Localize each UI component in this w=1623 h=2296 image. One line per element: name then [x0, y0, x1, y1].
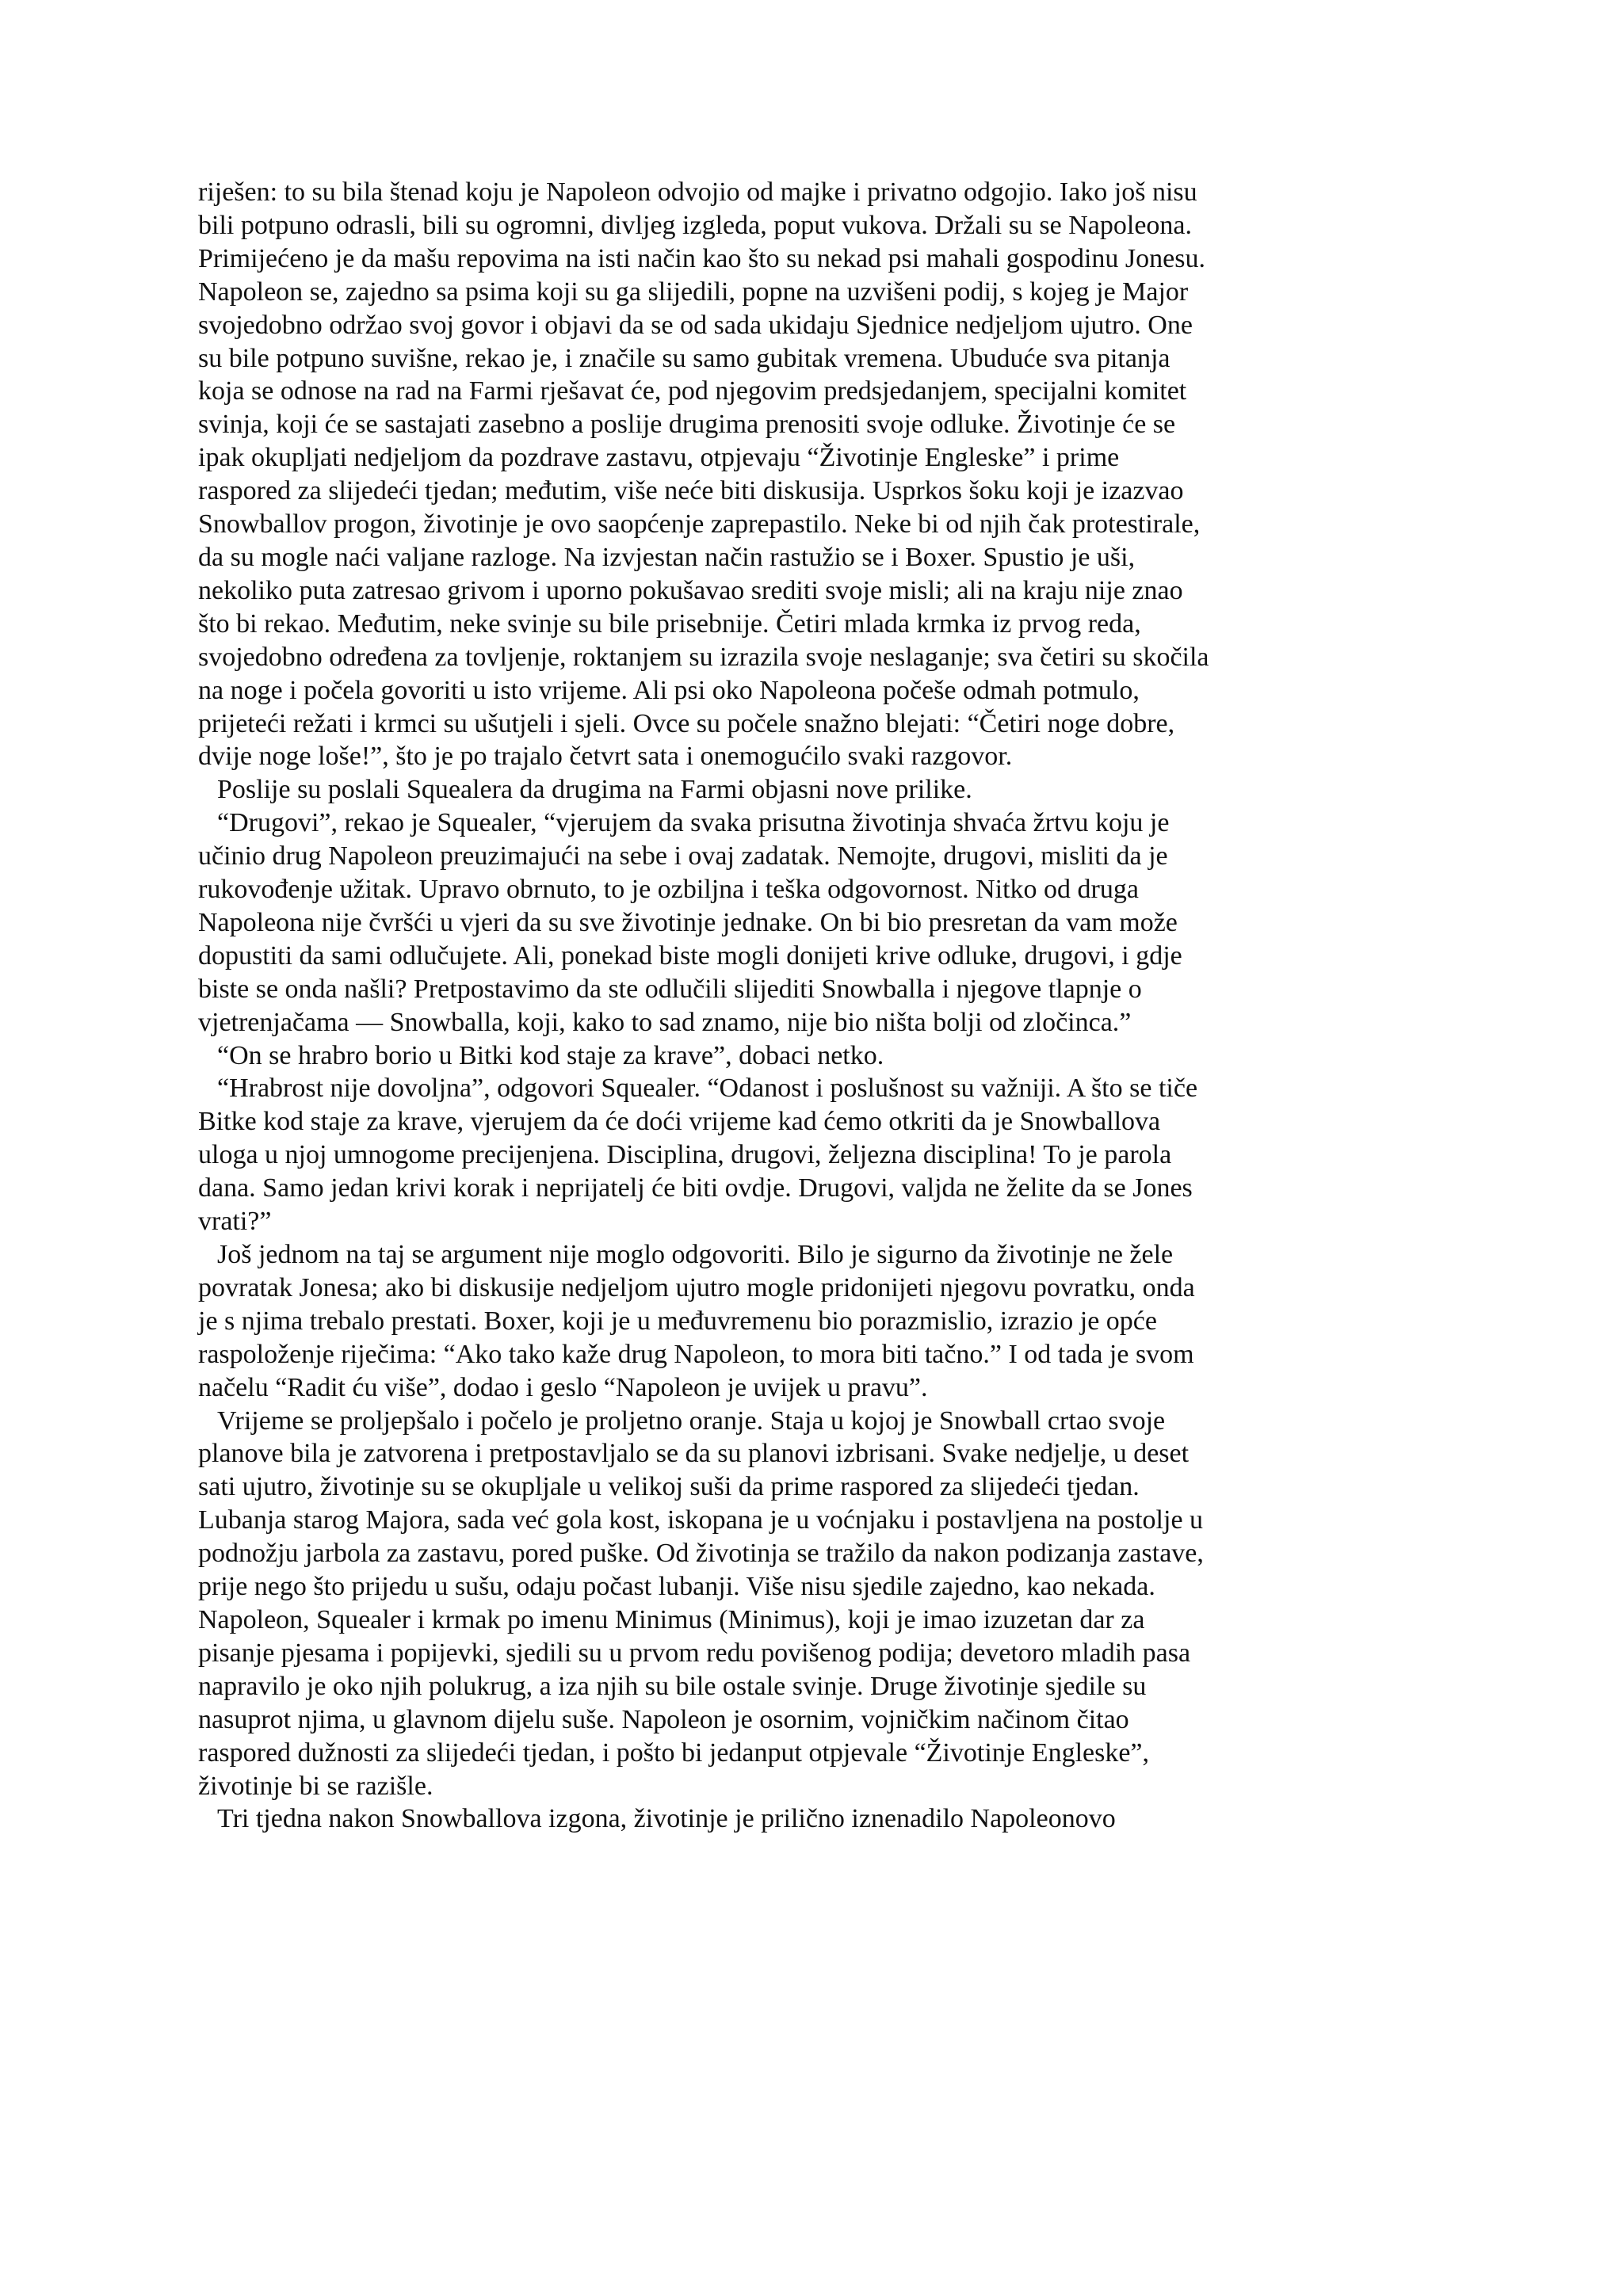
text-line: učinio drug Napoleon preuzimajući na sebe i ovaj zadatak. Nemojte, drugovi, misliti da je [198, 841, 1168, 871]
text-line: svojedobno određena za tovljenje, roktanjem su izrazila svoje neslaganje; sva četiri su skočila [198, 642, 1209, 672]
text-line: Primijećeno je da mašu repovima na isti način kao što su nekad psi mahali gospodinu Jonesu. [198, 243, 1205, 273]
paragraph [198, 807, 1428, 1039]
text-line: Bitke kod staje za krave, vjerujem da će doći vrijeme kad ćemo otkriti da je Snowballova [198, 1107, 1161, 1137]
text-line: planove bila je zatvorena i pretpostavljalo se da su planovi izbrisani. Svake nedjelje, u deset [198, 1439, 1190, 1469]
text-line: su bile potpuno suvišne, rekao je, i značile su samo gubitak vremena. Ubuduće sva pitanja [198, 343, 1170, 373]
text-line: vrati?” [198, 1207, 272, 1237]
text-line: svojedobno održao svoj govor i objavi da se od sada ukidaju Sjednice nedjeljom ujutro. One [198, 310, 1193, 340]
text-line: Još jednom na taj se argument nije moglo odgovoriti. Bilo je sigurno da životinje ne žele [217, 1240, 1174, 1269]
text-line: raspored za slijedeći tjedan; međutim, više neće biti diskusija. Usprkos šoku koji je izazvao [198, 476, 1184, 506]
text-line: povratak Jonesa; ako bi diskusije nedjeljom ujutro mogle pridonijeti njegovu povratku, onda [198, 1272, 1195, 1302]
text-line: je s njima trebalo prestati. Boxer, koji je u međuvremenu bio porazmislio, izrazio je opće [198, 1306, 1157, 1336]
text-line: dana. Samo jedan krivi korak i neprijatelj će biti ovdje. Drugovi, valjda ne želite da se Jones [198, 1173, 1193, 1203]
text-line: napravilo je oko njih polukrug, a iza njih su bile ostale svinje. Druge životinje sjedile su [198, 1671, 1147, 1701]
text-line: Poslije su poslali Squealera da drugima na Farmi objasni nove prilike. [217, 775, 972, 805]
text-line: Napoleona nije čvršći u vjeri da su sve životinje jednake. On bi bio presretan da vam može [198, 907, 1178, 937]
text-line: Napoleon, Squealer i krmak po imenu Minimus (Minimus), koji je imao izuzetan dar za [198, 1604, 1145, 1634]
text-line: dvije noge loše!”, što je po trajalo četvrt sata i onemogućilo svaki razgovor. [198, 742, 1013, 772]
paragraph [198, 176, 1428, 773]
text-line: rukovođenje užitak. Upravo obrnuto, to je ozbiljna i teška odgovornost. Nitko od druga [198, 875, 1139, 905]
text-line: načelu “Radit ću više”, dodao i geslo “Napoleon je uvijek u pravu”. [198, 1372, 928, 1402]
text-line: pisanje pjesama i popijevki, sjedili su u prvom redu povišenog podija; devetoro mladih pasa [198, 1638, 1191, 1668]
text-line: da su mogle naći valjane razloge. Na izvjestan način rastužio se i Boxer. Spustio je uši, [198, 542, 1136, 572]
text-line: Snowballov progon, životinje je ovo saopćenje zaprepastilo. Neke bi od njih čak protestirale, [198, 509, 1201, 540]
text-line: Tri tjedna nakon Snowballova izgona, životinje je prilično iznenadilo Napoleonovo [217, 1804, 1116, 1834]
text-line: Lubanja starog Majora, sada već gola kost, iskopana je u voćnjaku i postavljena na postolje u [198, 1505, 1204, 1535]
paragraph [198, 1802, 1428, 1836]
text-line: ipak okupljati nedjeljom da pozdrave zastavu, otpjevaju “Životinje Engleske” i prime [198, 443, 1120, 473]
text-line: riješen: to su bila štenad koju je Napoleon odvojio od majke i privatno odgojio. Iako još nisu [198, 177, 1197, 207]
text-line: uloga u njoj umnogome precijenjena. Disciplina, drugovi, željezna disciplina! To je parola [198, 1140, 1172, 1170]
text-line: “On se hrabro borio u Bitki kod staje za krave”, dobaci netko. [217, 1040, 884, 1070]
text-line: nasuprot njima, u glavnom dijelu suše. Napoleon je osornim, vojničkim načinom čitao [198, 1704, 1129, 1734]
text-line: raspored dužnosti za slijedeći tjedan, i pošto bi jedanput otpjevale “Životinje Engleske”, [198, 1737, 1150, 1768]
text-line: “Drugovi”, rekao je Squealer, “vjerujem da svaka prisutna životinja shvaća žrtvu koju je [217, 808, 1170, 838]
text-line: “Hrabrost nije dovoljna”, odgovori Squealer. “Odanost i poslušnost su važniji. A što se tiče [217, 1074, 1198, 1104]
paragraph [198, 1039, 1428, 1073]
text-line: bili potpuno odrasli, bili su ogromni, divljeg izgleda, poput vukova. Držali su se Napoleona. [198, 210, 1193, 240]
text-line: svinja, koji će se sastajati zasebno a poslije drugima prenositi svoje odluke. Životinje će se [198, 410, 1176, 440]
paragraph [198, 1405, 1428, 1803]
text-line: sati ujutro, životinje su se okupljale u velikoj suši da prime raspored za slijedeći tjedan. [198, 1472, 1140, 1502]
paragraph [198, 773, 1428, 807]
text-line: podnožju jarbola za zastavu, pored puške. Od životinja se tražilo da nakon podizanja zastave, [198, 1539, 1204, 1569]
text-line: prije nego što prijedu u sušu, odaju počast lubanji. Više nisu sjedile zajedno, kao nekada. [198, 1572, 1155, 1602]
text-line: dopustiti da sami odlučujete. Ali, ponekad biste mogli donijeti krive odluke, drugovi, i gdje [198, 940, 1182, 971]
text-line: što bi rekao. Međutim, neke svinje su bile prisebnije. Četiri mlada krmka iz prvog reda, [198, 608, 1141, 639]
text-line: vjetrenjačama — Snowballa, koji, kako to sad znamo, nije bio ništa bolji od zločinca.” [198, 1007, 1132, 1037]
text-line: Vrijeme se proljepšalo i počelo je proljetno oranje. Staja u kojoj je Snowball crtao svoje [217, 1405, 1166, 1436]
text-line: nekoliko puta zatresao grivom i uporno pokušavao srediti svoje misli; ali na kraju nije znao [198, 575, 1183, 605]
text-line: prijeteći režati i krmci su ušutjeli i sjeli. Ovce su počele snažno blejati: “Četiri noge dobre, [198, 708, 1175, 738]
text-line: biste se onda našli? Pretpostavimo da ste odlučili slijediti Snowballa i njegove tlapnje o [198, 974, 1142, 1004]
paragraph [198, 1072, 1428, 1238]
paragraph [198, 1238, 1428, 1405]
text-line: koja se odnose na rad na Farmi rješavat će, pod njegovim predsjedanjem, specijalni komitet [198, 376, 1187, 406]
text-line: životinje bi se razišle. [198, 1771, 433, 1801]
document-page [198, 176, 1428, 1836]
text-line: raspoloženje riječima: “Ako tako kaže drug Napoleon, to mora biti tačno.” I od tada je svom [198, 1339, 1194, 1369]
text-line: na noge i počela govoriti u isto vrijeme. Ali psi oko Napoleona počeše odmah potmulo, [198, 675, 1140, 705]
text-line: Napoleon se, zajedno sa psima koji su ga slijedili, popne na uzvišeni podij, s kojeg je Major [198, 277, 1189, 307]
